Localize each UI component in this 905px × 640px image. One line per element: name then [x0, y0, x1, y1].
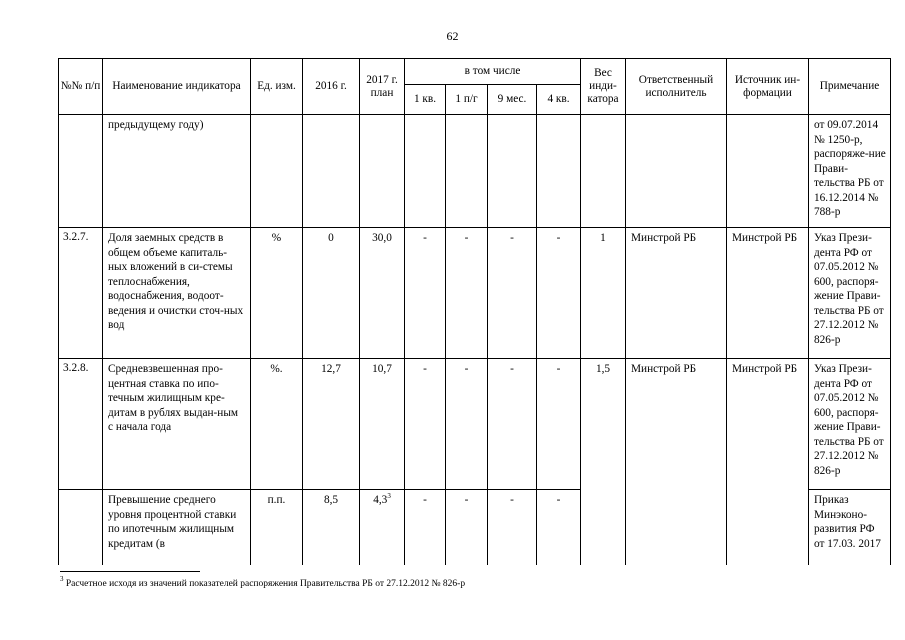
row-2017: 10,7 [360, 359, 405, 490]
header-9m: 9 мес. [488, 85, 537, 115]
row-responsible: Минстрой РБ [626, 359, 727, 565]
footnote-mark: 3 [60, 575, 64, 583]
row-2016: 8,5 [303, 490, 360, 565]
row-q4: - [537, 228, 581, 359]
header-note: Примечание [809, 59, 891, 115]
row-responsible: Минстрой РБ [626, 228, 727, 359]
footnote [60, 575, 466, 589]
row-weight: 1,5 [581, 359, 626, 565]
footnote-ref[interactable]: 3 [387, 492, 391, 500]
row-h1: - [446, 359, 488, 490]
row-2017 [360, 115, 405, 228]
row-2016: 12,7 [303, 359, 360, 490]
header-2017-plan: 2017 г. план [360, 59, 405, 115]
row-2016: 0 [303, 228, 360, 359]
row-h1: - [446, 490, 488, 565]
row-9m: - [488, 490, 537, 565]
header-q1: 1 кв. [405, 85, 446, 115]
row-num: 3.2.7. [59, 228, 103, 359]
row-h1 [446, 115, 488, 228]
header-h1: 1 п/г [446, 85, 488, 115]
row-num [59, 115, 103, 228]
row-note: от 09.07.2014 № 1250-р, распоряже-ние Прави-тельства РБ от 16.12.2014 № 788-р [809, 115, 891, 228]
row-h1: - [446, 228, 488, 359]
row-weight [581, 115, 626, 228]
row-q1 [405, 115, 446, 228]
row-note: Указ Прези-дента РФ от 07.05.2012 № 600, распоря-жение Прави-тельства РБ от 27.12.2012 № 826-р [809, 359, 891, 490]
row-2016 [303, 115, 360, 228]
row-q4: - [537, 359, 581, 490]
row-unit: %. [251, 359, 303, 490]
row-q1: - [405, 490, 446, 565]
footnote-text: Расчетное исходя из значений показателей распоряжения Правительства РБ от 27.12.2012 № 826-р [65, 579, 466, 589]
row-9m: - [488, 359, 537, 490]
row-name: Доля заемных средств в общем объеме капиталь-ных вложений в си-стемы теплоснабжения, водоснабжения, водоот-ведения и очистки сточ-ных вод [103, 228, 251, 359]
row-name: Превышение среднего уровня процентной ставки по ипотечным жилищным кредитам (в [103, 490, 251, 565]
header-including: в том числе [405, 59, 581, 85]
row-q1: - [405, 228, 446, 359]
row-q1: - [405, 359, 446, 490]
row-unit: п.п. [251, 490, 303, 565]
header-unit: Ед. изм. [251, 59, 303, 115]
row-name: предыдущему году) [103, 115, 251, 228]
header-2016: 2016 г. [303, 59, 360, 115]
row-q4: - [537, 490, 581, 565]
header-q4: 4 кв. [537, 85, 581, 115]
header-responsible: Ответственный исполнитель [626, 59, 727, 115]
row-note: Приказ Минэконо-развития РФ от 17.03. 2017 [809, 490, 891, 565]
header-num: №№ п/п [59, 59, 103, 115]
table-row [59, 115, 891, 228]
row-9m [488, 115, 537, 228]
row-num: 3.2.8. [59, 359, 103, 490]
row-name: Средневзвешенная про-центная ставка по ипо-течным жилищным кре-дитам в рублях выдан-ным с начала года [103, 359, 251, 490]
row-2017-value: 4,3 [373, 494, 388, 506]
header-weight: Вес инди-катора [581, 59, 626, 115]
header-name: Наименование индикатора [103, 59, 251, 115]
row-source: Минстрой РБ [727, 359, 809, 565]
indicator-table [58, 58, 891, 565]
row-unit [251, 115, 303, 228]
table-row [59, 359, 891, 490]
table-row [59, 228, 891, 359]
row-q4 [537, 115, 581, 228]
row-2017: 30,0 [360, 228, 405, 359]
table-header [59, 59, 891, 115]
row-note: Указ Прези-дента РФ от 07.05.2012 № 600, распоря-жение Прави-тельства РБ от 27.12.2012 № 826-р [809, 228, 891, 359]
page-number: 62 [446, 29, 459, 43]
row-num [59, 490, 103, 565]
row-weight: 1 [581, 228, 626, 359]
row-source [727, 115, 809, 228]
row-9m: - [488, 228, 537, 359]
footnote-divider [60, 571, 200, 572]
row-responsible [626, 115, 727, 228]
row-2017 [360, 490, 405, 565]
header-source: Источник ин-формации [727, 59, 809, 115]
row-source: Минстрой РБ [727, 228, 809, 359]
row-unit: % [251, 228, 303, 359]
